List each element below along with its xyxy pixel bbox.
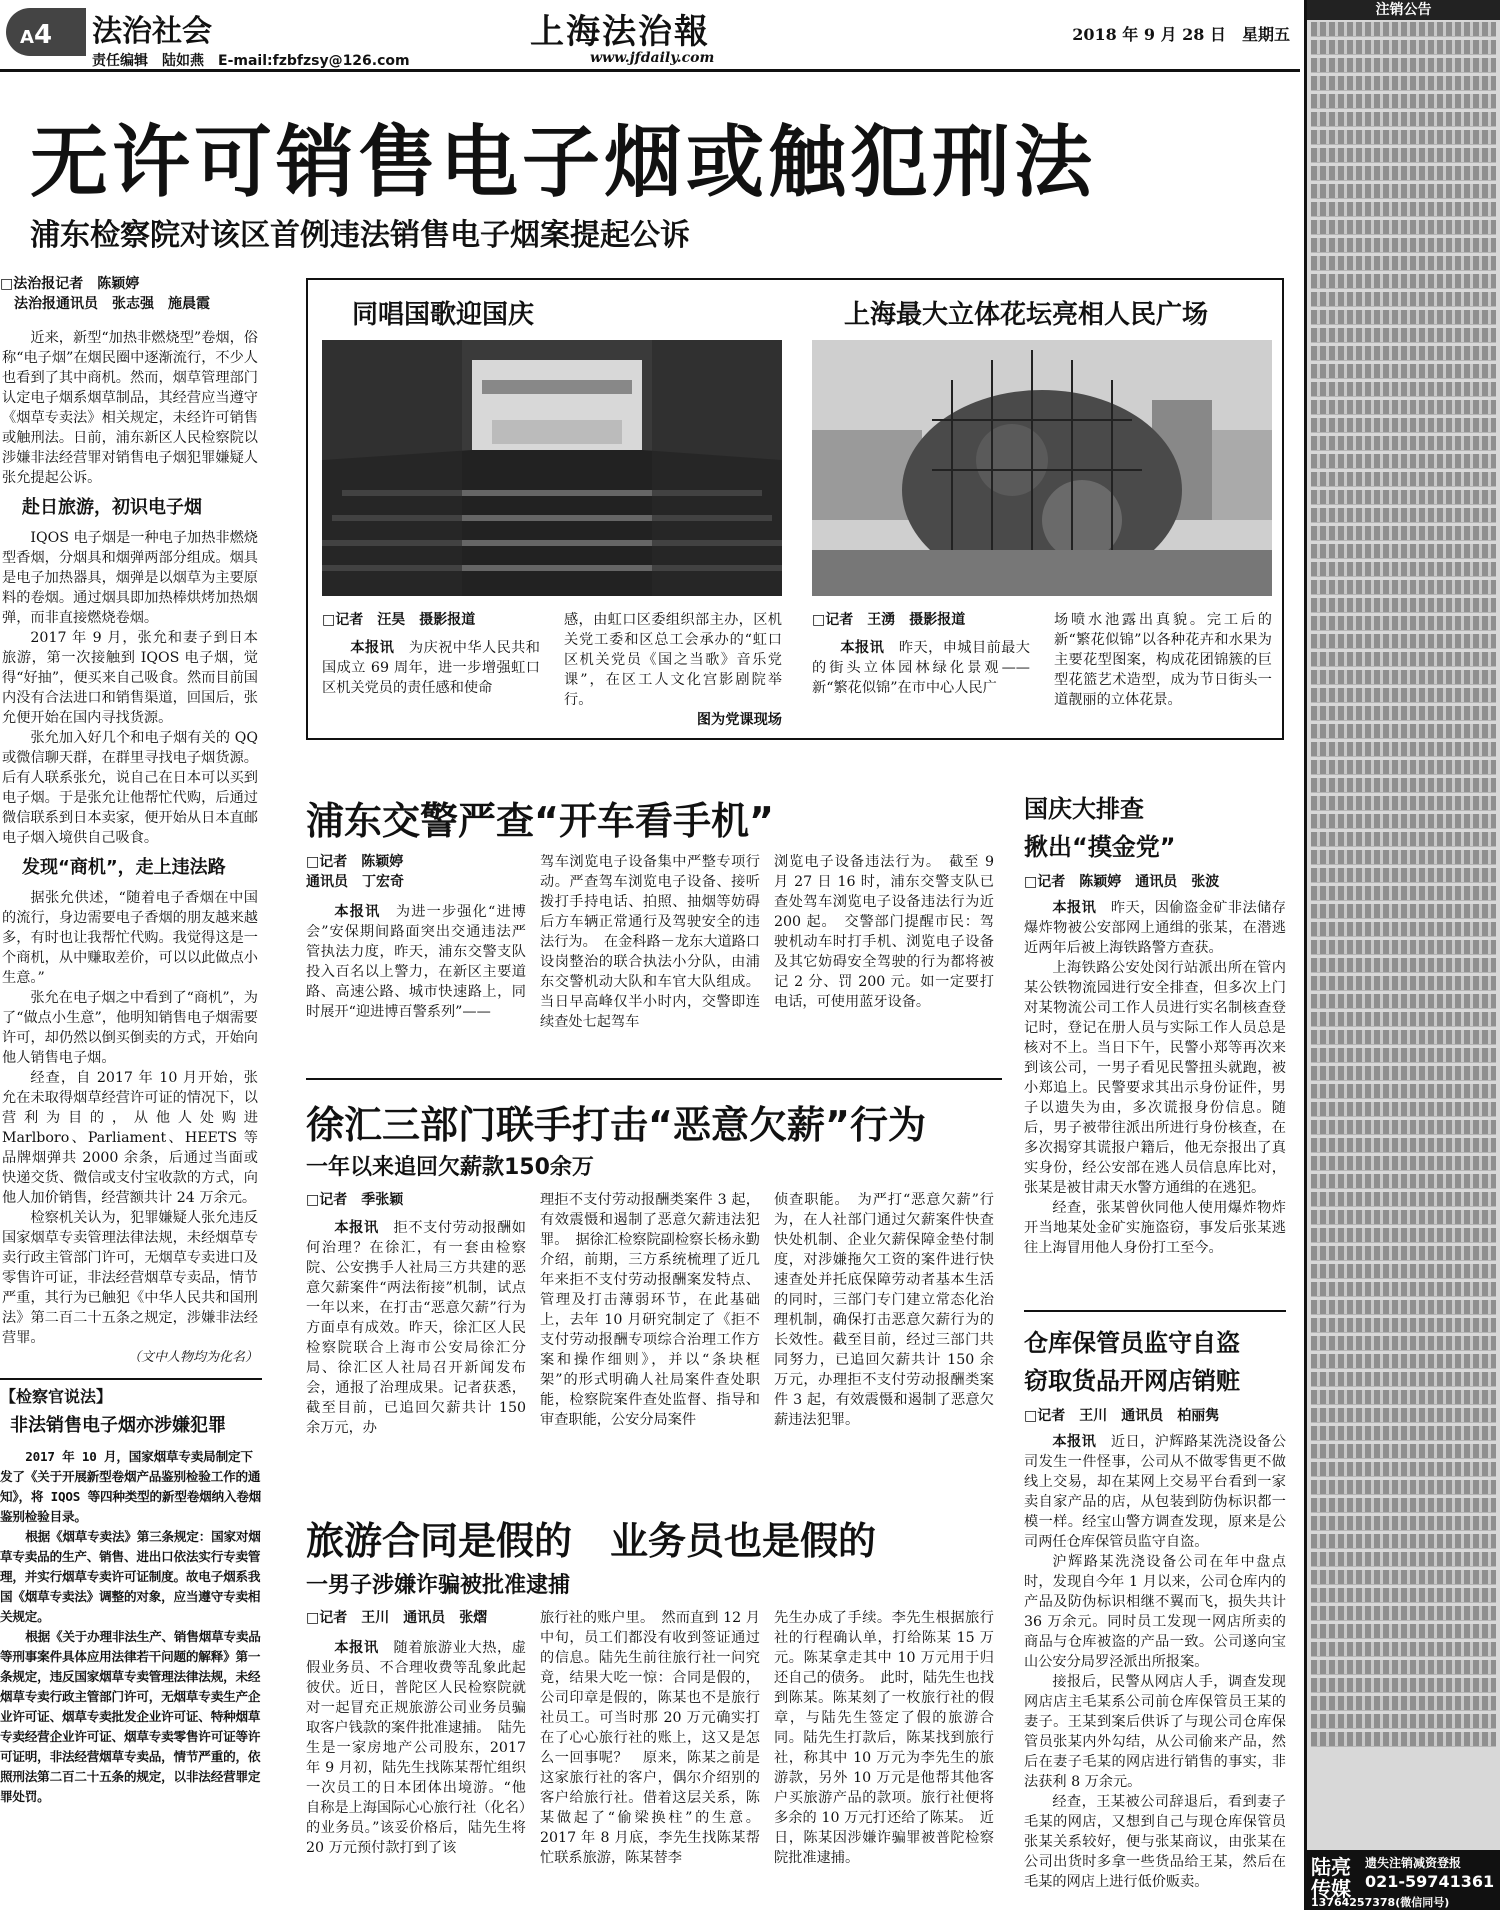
lead-story-column — [0, 274, 262, 1904]
ad-line — [1311, 1480, 1496, 1495]
newspaper-logo: 上海法治報 — [530, 12, 710, 52]
auditorium-photo-image — [322, 340, 782, 596]
ad-line — [1311, 454, 1496, 469]
ad-line — [1311, 1210, 1496, 1225]
holiday-article — [1024, 790, 1286, 1350]
lead-headline: 无许可销售电子烟或触犯刑法 — [30, 118, 1097, 208]
ad-line — [1311, 832, 1496, 847]
ad-line — [1311, 508, 1496, 523]
ad-line — [1311, 598, 1496, 613]
ad-line — [1311, 724, 1496, 739]
ad-line — [1311, 1408, 1496, 1423]
caption-text: 为庆祝中华人民共和国成立 69 周年，进一步增强虹口区机关党员的责任感和使命 — [322, 640, 540, 696]
ad-line — [1311, 382, 1496, 397]
caption-text: 场喷水池露出真貌。完工后的新“繁花似锦”以各种花卉和水果为主要花型图案，构成花团锦簇的巨型花篮艺术造型，成为节日街头一道靓丽的立体花景。 — [1054, 612, 1272, 708]
ads-listing — [1307, 20, 1500, 1752]
ad-line — [1311, 76, 1496, 91]
article-text: 昨天，因偷盗金矿非法储存爆炸物被公安部网上通缉的张某，在潜逃近两年后被上海铁路警方查获。 — [1024, 900, 1286, 956]
warehouse-title-line2: 窃取货品开网店销赃 — [1024, 1367, 1240, 1395]
flower-bed-photo-image — [812, 340, 1272, 596]
ad-line — [1311, 1048, 1496, 1063]
ad-line — [1311, 904, 1496, 919]
paragraph: 张允加入好几个和电子烟有关的 QQ 或微信聊天群，在群里寻找电子烟货源。后有人联系张允，说自己在日本可以买到电子烟。于是张允让他帮忙代购，后通过微信联系到日本卖家，便开始从日本直邮电子烟入境供自己吸食。 — [2, 730, 258, 846]
ad-line — [1311, 1156, 1496, 1171]
ad-line — [1311, 292, 1496, 307]
warehouse-title-line1: 仓库保管员监守自盗 — [1024, 1329, 1240, 1357]
flower-bed-photo — [812, 340, 1272, 596]
paragraph: 检察机关认为，犯罪嫌疑人张允违反国家烟草专卖管理法律法规，未经烟草专卖行政主管部门许可，无烟草专卖进口及零售许可证，非法经营烟草专卖品，情节严重，其行为已触犯《中华人民共和国刑法》第二百二十五条之规定，涉嫌非法经营罪。 — [2, 1210, 258, 1346]
paragraph: 根据《关于办理非法生产、销售烟草专卖品等刑事案件具体应用法律若干问题的解释》第一条规定，违反国家烟草专卖管理法律法规，未经烟草专卖行政主管部门许可，无烟草专卖生产企业许可证、烟草专卖批发企业许可证、特种烟草专卖经营企业许可证、烟草专卖零售许可证等许可证明，非法经营烟草专卖品，情节严重的，依照刑法第二百二十五条的规定，以非法经营罪定罪处罚。 — [0, 1629, 261, 1804]
ad-line — [1311, 472, 1496, 487]
paragraph: 2017 年 9 月，张允和妻子到日本旅游，第一次接触到 IQOS 电子烟，觉得“好抽”，便买来自己吸食。然而目前国内没有合法进口和销售渠道，回国后，张允便开始在国内寻找货源。 — [2, 630, 258, 726]
paragraph: 2017 年 10 月，国家烟草专卖局制定下发了《关于开展新型卷烟产品鉴别检验工作的通知》，将 IQOS 等四种类型的新型卷烟纳入卷烟鉴别检验目录。 — [0, 1449, 262, 1524]
ads-mobile[interactable]: 13764257378(微信同号) — [1311, 1896, 1450, 1909]
traffic-byline — [306, 852, 526, 892]
ad-line — [1311, 526, 1496, 541]
ad-line — [1311, 886, 1496, 901]
traffic-col-1 — [306, 902, 526, 1052]
tour-col-1 — [306, 1638, 526, 1904]
lead-marker: 本报讯 — [350, 640, 395, 656]
warehouse-article — [1024, 1324, 1286, 1904]
ad-line — [1311, 184, 1496, 199]
ad-line — [1311, 814, 1496, 829]
ad-line — [1311, 1390, 1496, 1405]
article-text: 近日，沪辉路某洗浇设备公司发生一件怪事，公司从不做零售更不做线上交易，却在某网上交易平台看到一家卖自家产品的店，从包装到防伪标识都一模一样。经宝山警方调查发现，原来是公司两任仓库保管员监守自盗。 — [1024, 1434, 1286, 1550]
ad-line — [1311, 436, 1496, 451]
ad-line — [1311, 94, 1496, 109]
ad-line — [1311, 1372, 1496, 1387]
photo-right-caption-col2 — [1054, 610, 1272, 710]
holiday-byline: □记者 陈颖婷 通讯员 张波 — [1024, 874, 1220, 890]
lead-section-heading-1: 赴日旅游，初识电子烟 — [22, 497, 202, 518]
photo-left-byline: □记者 汪昊 摄影报道 — [322, 612, 476, 628]
article-text: 浏览电子设备违法行为。 截至 9 月 27 日 16 时，浦东交警支队已查处驾车浏览电子设备违法行为近 200 起。 交警部门提醒市民：驾驶机动车时打手机、浏览电子设备及其它妨碍安全驾驶的行为都将被记 2 分、罚 200 元。如一定要打电话，可使用蓝牙设备。 — [774, 854, 994, 1010]
caption-text: 昨天，申城目前最大的街头立体园林绿化景观——新“繁花似锦”在市中心人民广 — [812, 640, 1030, 696]
tour-col-3 — [774, 1608, 994, 1904]
article-text: 拒不支付劳动报酬如何治理？在徐汇，有一套由检察院、公安携手人社局三方共建的恶意欠薪案件“两法衔接”机制，试点一年以来，在打击“恶意欠薪”行为方面卓有成效。昨天，徐汇区人民检察院联合上海市公安局徐汇分局、徐汇区人社局召开新闻发布会，通报了治理成果。记者获悉，截至目前，已追回欠薪共计 150 余万元，办 — [306, 1220, 526, 1436]
ad-line — [1311, 1588, 1496, 1603]
ad-line — [1311, 346, 1496, 361]
section-rule — [1024, 1310, 1286, 1312]
ad-line — [1311, 1732, 1496, 1747]
lead-marker: 本报讯 — [840, 640, 885, 656]
ad-line — [1311, 850, 1496, 865]
page-number-badge — [6, 8, 86, 56]
ad-line — [1311, 274, 1496, 289]
ad-line — [1311, 58, 1496, 73]
classified-ads-column — [1304, 0, 1500, 1910]
ad-line — [1311, 256, 1496, 271]
ad-line — [1311, 1264, 1496, 1279]
ad-line — [1311, 364, 1496, 379]
paragraph: IQOS 电子烟是一种电子加热非燃烧型香烟，分烟具和烟弹两部分组成。烟具是电子加热器具，烟弹是以烟草为主要原料的卷烟。通过烟具即加热棒烘烤加热烟弹，而非直接燃烧卷烟。 — [2, 530, 258, 626]
lead-section-heading-2: 发现“商机”，走上违法路 — [22, 857, 226, 878]
ad-line — [1311, 418, 1496, 433]
ad-line — [1311, 652, 1496, 667]
holiday-body — [1024, 898, 1286, 1258]
ad-line — [1311, 1300, 1496, 1315]
ad-line — [1311, 1552, 1496, 1567]
ad-line — [1311, 1084, 1496, 1099]
article-text: 侦查职能。 为严打“恶意欠薪”行为，在人社部门通过欠薪案件快查快处机制、企业欠薪保障金垫付制度，对涉嫌拖欠工资的案件进行快速查处并托底保障劳动者基本生活的同时，三部门专门建立常态化治理机制，确保打击恶意欠薪行为的长效性。截至目前，经过三部门共同努力，已追回欠薪共计 150 余万元，办理拒不支付劳动报酬类案件 3 起，有效震慑和遏制了恶意欠薪违法犯罪。 — [774, 1192, 994, 1428]
ad-line — [1311, 310, 1496, 325]
ads-header: 注销公告 — [1307, 0, 1500, 20]
ad-line — [1311, 1516, 1496, 1531]
ad-line — [1311, 1102, 1496, 1117]
traffic-article-title: 浦东交警严查“开车看手机” — [306, 799, 774, 843]
prosecutor-comment-box — [0, 1378, 262, 1807]
article-text: 先生办成了手续。李先生根据旅行社的行程确认单，打给陈某 15 万元。陈某拿走其中 10 万元用于归还自己的债务。 此时，陆先生也找到陈某。陈某刻了一枚旅行社的假章，与陆先生签定了假的旅游合同。陆先生打款后，陈某找到旅行社，称其中 10 万元为李先生的旅游款，另外 10 万元是他帮其他客户买旅游产品的款项。旅行社便将多余的 10 万元打还给了陈某。 近日，陈某因涉嫌诈骗罪被普陀检察院批准逮捕。 — [774, 1610, 994, 1866]
wages-byline: □记者 季张颖 — [306, 1192, 404, 1208]
ad-line — [1311, 670, 1496, 685]
prosecutor-box-label: 【检察官说法】 — [0, 1387, 113, 1406]
article-text: 随着旅游业大热，虚假业务员、不合理收费等乱象此起彼伏。近日，普陀区人民检察院就对一起冒充正规旅游公司业务员骗取客户钱款的案件批准逮捕。 陆先生是一家房地产公司股东，2017 年 9 月初，陆先生找陈某帮忙组织一次员工的日本团体出境游。“他自称是上海国际心心旅行社（化名）的业务员。”该妥价格后，陆先生将 20 万元预付款打到了该 — [306, 1640, 526, 1856]
ad-line — [1311, 634, 1496, 649]
wages-article-title: 徐汇三部门联手打击“恶意欠薪”行为 — [306, 1103, 926, 1147]
ad-line — [1311, 706, 1496, 721]
ad-line — [1311, 1228, 1496, 1243]
ad-line — [1311, 940, 1496, 955]
lead-marker: 本报讯 — [334, 1220, 379, 1236]
holiday-title-line2: 揪出“摸金党” — [1024, 833, 1176, 861]
traffic-col-2 — [540, 852, 760, 1052]
ad-line — [1311, 1246, 1496, 1261]
ad-line — [1311, 1282, 1496, 1297]
traffic-byline-correspondent: 通讯员 丁宏奇 — [306, 874, 404, 890]
paragraph: 接报后，民警从网店人手，调查发现网店店主毛某系公司前仓库保管员王某的妻子。王某到案后供诉了与现公司仓库保管员张某内外勾结，从公司偷来产品，然后在妻子毛某的网店进行销售的事实，非法获利 8 万余元。 — [1024, 1674, 1286, 1790]
ad-line — [1311, 616, 1496, 631]
photo-news-box — [306, 278, 1284, 740]
ad-line — [1311, 490, 1496, 505]
ad-line — [1311, 760, 1496, 775]
tour-article-title: 旅游合同是假的 业务员也是假的 — [306, 1519, 877, 1563]
article-text: 理拒不支付劳动报酬类案件 3 起，有效震慑和遏制了恶意欠薪违法犯罪。 据徐汇检察院副检察长杨永勤介绍，前期，三方系统梳理了近几年来拒不支付劳动报酬案发特点、管理及打击薄弱环节，在此基础上，去年 10 月研究制定了《拒不支付劳动报酬专项综合治理工作方案和操作细则》，并以“条块框架”的形式明确人社局案件查处职能，检察院案件查处监督、指导和审查职能，公安分局案件 — [540, 1192, 760, 1428]
ad-line — [1311, 238, 1496, 253]
ad-line — [1311, 1426, 1496, 1441]
prosecutor-box-body — [0, 1447, 262, 1807]
lead-marker: 本报讯 — [334, 904, 381, 920]
ad-line — [1311, 1534, 1496, 1549]
ad-line — [1311, 1030, 1496, 1045]
wages-col-3 — [774, 1190, 994, 1472]
ads-phone[interactable]: 021-59741361 — [1365, 1872, 1495, 1891]
ad-line — [1311, 1120, 1496, 1135]
traffic-byline-reporter: □记者 陈颖婷 — [306, 854, 404, 870]
ad-line — [1311, 400, 1496, 415]
paragraph: 根据《烟草专卖法》第三条规定：国家对烟草专卖品的生产、销售、进出口依法实行专卖管理，并实行烟草专卖许可证制度。故电子烟系我国《烟草专卖法》调整的对象，应当遵守专卖相关规定。 — [0, 1529, 261, 1624]
ad-line — [1311, 130, 1496, 145]
ad-line — [1311, 40, 1496, 55]
warehouse-body — [1024, 1432, 1286, 1892]
ad-line — [1311, 1606, 1496, 1621]
warehouse-byline: □记者 王川 通讯员 柏丽隽 — [1024, 1408, 1220, 1424]
ad-line — [1311, 148, 1496, 163]
paragraph: 经查，张某曾伙同他人使用爆炸物炸开当地某处金矿实施盗窃，事发后张某逃往上海冒用他人身份打工至今。 — [1024, 1200, 1286, 1256]
lead-marker: 本报讯 — [334, 1640, 379, 1656]
lead-marker: 本报讯 — [1052, 1434, 1097, 1450]
ad-line — [1311, 1660, 1496, 1675]
wages-col-1 — [306, 1218, 526, 1472]
wages-col-2 — [540, 1190, 760, 1472]
ad-line — [1311, 1696, 1496, 1711]
tour-col-2 — [540, 1608, 760, 1904]
issue-date: 2018 年 9 月 28 日 星期五 — [1072, 25, 1290, 44]
wages-article-subtitle: 一年以来追回欠薪款150余万 — [306, 1155, 594, 1180]
tour-byline: □记者 王川 通讯员 张熠 — [306, 1610, 488, 1626]
photo-left-caption-col2 — [564, 610, 782, 730]
photo-left-title: 同唱国歌迎国庆 — [352, 300, 535, 330]
ad-line — [1311, 562, 1496, 577]
ad-line — [1311, 202, 1496, 217]
prosecutor-box-title: 非法销售电子烟亦涉嫌犯罪 — [10, 1415, 226, 1436]
paragraph: 沪辉路某洗浇设备公司在年中盘点时，发现自今年 1 月以来，公司仓库内的产品及防伪标识相继不翼而飞，损失共计 36 万余元。同时员工发现一网店所卖的商品与仓库被盗的产品一致。公司遂向宝山公安分局罗泾派出所报案。 — [1024, 1554, 1286, 1670]
ad-line — [1311, 922, 1496, 937]
ads-footer — [1307, 1850, 1500, 1910]
ad-line — [1311, 1174, 1496, 1189]
page-letter: A — [20, 27, 34, 48]
ad-line — [1311, 688, 1496, 703]
masthead — [0, 0, 1300, 72]
ad-line — [1311, 1714, 1496, 1729]
ad-line — [1311, 1570, 1496, 1585]
photo-left-caption-col1 — [322, 638, 540, 698]
lead-marker: 本报讯 — [1052, 900, 1097, 916]
tour-article-subtitle: 一男子涉嫌诈骗被批准逮捕 — [306, 1573, 571, 1598]
ad-line — [1311, 976, 1496, 991]
article-text: 为进一步强化“进博会”安保期间路面突出交通违法严管执法力度，昨天，浦东交警支队投入百名以上警力，在新区主要道路、高速公路、城市快速路上，同时展开“迎进博百警系列”—— — [306, 904, 526, 1020]
ad-line — [1311, 1444, 1496, 1459]
ad-line — [1311, 166, 1496, 181]
ad-line — [1311, 1336, 1496, 1351]
ad-line — [1311, 1498, 1496, 1513]
photo-right-title: 上海最大立体花坛亮相人民广场 — [844, 300, 1209, 330]
ad-line — [1311, 742, 1496, 757]
ad-line — [1311, 544, 1496, 559]
paragraph: 张允在电子烟之中看到了“商机”，为了“做点小生意”，他明知销售电子烟需要许可，却仍然以倒买倒卖的方式，开始向他人销售电子烟。 — [2, 990, 258, 1066]
article-text: 旅行社的账户里。 然而直到 12 月中旬，员工们都没有收到签证通过的信息。陆先生前往旅行社一问究竟，结果大吃一惊：合同是假的，公司印章是假的，陈某也不是旅行社员工。可当时那 20 万元确实打在了心心旅行社的账上，这又是怎么一回事呢？ 原来，陈某之前是这家旅行社的客户，偶尔介绍别的客户给旅行社。借着这层关系，陈某做起了“偷梁换柱”的生意。2017 年 8 月底，李先生找陈某帮忙联系旅游，陈某替李 — [540, 1610, 760, 1866]
ad-line — [1311, 1462, 1496, 1477]
editor-line: 责任编辑 陆如燕 E-mail:fzbfzsy@126.com — [92, 53, 410, 69]
paragraph: 据张允供述，“随着电子香烟在中国的流行，身边需要电子香烟的朋友越来越多，有时也让我帮忙代购。我觉得这是一个商机，从中赚取差价，可以以此做点小生意。” — [2, 890, 258, 986]
ad-line — [1311, 112, 1496, 127]
ad-line — [1311, 220, 1496, 235]
section-rule — [306, 1078, 1002, 1080]
ad-line — [1311, 796, 1496, 811]
ad-line — [1311, 580, 1496, 595]
newspaper-url[interactable]: www.jfdaily.com — [590, 50, 715, 66]
warehouse-article-title — [1024, 1324, 1286, 1400]
holiday-article-title — [1024, 790, 1286, 866]
ads-slogan: 遗失注销减资登报 — [1365, 1856, 1462, 1870]
paragraph: 上海铁路公安处闵行站派出所在管内某公铁物流园进行安全排查，但多次上门对某物流公司工作人员进行实名制核查登记时，登记在册人员与实际工作人员总是核对不上。当日下午，民警小郑等再次来到该公司，一男子看见民警扭头就跑，被小郑追上。民警要求其出示身份证件，男子以遗失为由，多次谎报身份信息。随后，男子被带往派出所进行身份核查，在多次揭穿其谎报户籍后，他无奈报出了真实身份，经公安部在逃人员信息库比对，张某是被甘肃天水警方通缉的在逃犯。 — [1024, 960, 1286, 1196]
ad-line — [1311, 958, 1496, 973]
lead-subheadline: 浦东检察院对该区首例违法销售电子烟案提起公诉 — [30, 218, 690, 253]
lead-byline-correspondents: 法治报通讯员 张志强 施晨霞 — [0, 296, 210, 312]
lead-byline-reporter: □法治报记者 陈颖婷 — [0, 276, 140, 292]
ad-line — [1311, 22, 1496, 37]
ad-line — [1311, 1138, 1496, 1153]
paragraph: 经查，王某被公司辞退后，看到妻子毛某的网店，又想到自己与现仓库保管员张某关系较好，便与张某商议，由张某在公司出货时多拿一些货品给王某，然后在毛某的网店上进行低价贩卖。 — [1024, 1794, 1286, 1890]
ad-line — [1311, 1624, 1496, 1639]
ads-brand: 陆亮传媒 — [1311, 1855, 1351, 1901]
lead-byline — [0, 274, 262, 314]
ad-line — [1311, 1012, 1496, 1027]
ad-line — [1311, 1066, 1496, 1081]
ad-line — [1311, 1318, 1496, 1333]
caption-text: 感，由虹口区委组织部主办，区机关党工委和区总工会承办的“虹口区机关党员《国之当歌》音乐党课”，在区工人文化宫影剧院举行。 — [564, 612, 782, 708]
photo-right-byline: □记者 王湧 摄影报道 — [812, 612, 966, 628]
paragraph: 经查，自 2017 年 10 月开始，张允在未取得烟草经营许可证的情况下，以营利为目的，从他人处购进 Marlboro、Parliament、HEETS 等品牌烟弹共 2000 余条，后通过当面或快递交货、微信或支付宝收款的方式，向他人加价销售，经营额共计 24 万余元。 — [2, 1070, 258, 1206]
section-name: 法治社会 — [92, 14, 212, 49]
ad-line — [1311, 1642, 1496, 1657]
ad-line — [1311, 994, 1496, 1009]
article-text: 驾车浏览电子设备集中严整专项行动。严查驾车浏览电子设备、接听拨打手持电话、拍照、抽烟等妨碍后方车辆正常通行及驾驶安全的违法行为。 在金科路－龙东大道路口设岗整治的联合执法小分队，由浦东交警机动大队和车官大队组成。当日早高峰仅半小时内，交警即连续查处七起驾车 — [540, 854, 760, 1030]
ad-line — [1311, 1678, 1496, 1693]
ad-line — [1311, 868, 1496, 883]
auditorium-photo — [322, 340, 782, 596]
ad-line — [1311, 778, 1496, 793]
traffic-col-3 — [774, 852, 994, 1052]
names-note: （文中人物均为化名） — [127, 1350, 258, 1365]
holiday-title-line1: 国庆大排查 — [1024, 795, 1144, 823]
ad-line — [1311, 328, 1496, 343]
page-digit: 4 — [33, 20, 53, 50]
photo-right-caption-col1 — [812, 638, 1030, 698]
photo-left-credit: 图为党课现场 — [696, 712, 782, 728]
paragraph: 近来，新型“加热非燃烧型”卷烟，俗称“电子烟”在烟民圈中逐渐流行，不少人也看到了其中商机。然而，烟草管理部门认定电子烟系烟草制品，其经营应当遵守《烟草专卖法》相关规定，未经许可销售或触刑法。日前，浦东新区人民检察院以涉嫌非法经营罪对销售电子烟犯罪嫌疑人张允提起公诉。 — [2, 330, 258, 486]
lead-story-body — [0, 328, 262, 1368]
ad-line — [1311, 1192, 1496, 1207]
ad-line — [1311, 1354, 1496, 1369]
